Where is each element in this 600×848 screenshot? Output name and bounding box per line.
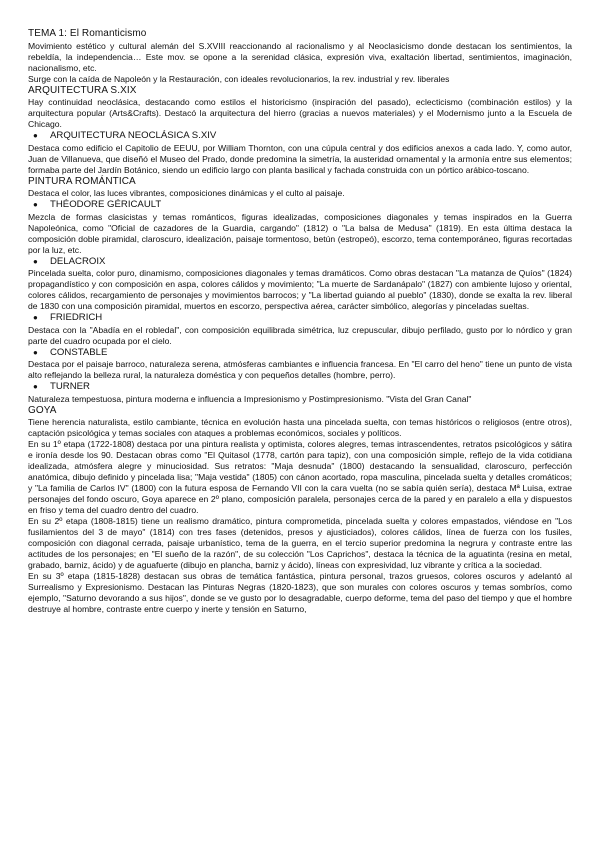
turner-paragraph: Naturaleza tempestuosa, pintura moderna e influencia a Impresionismo y Postimpresionismo. "Vista del Gran Canal" <box>28 393 472 404</box>
arquitectura-neoclasica-paragraph: Destaca como edificio el Capitolio de EEUU, por William Thornton, con una cúpula central y dos edificios anexos a cada lado. Y, como autor, Juan de Villanueva, que diseñó el Museo del Prado, donde predomina la simetría, la austeridad ornamental y la armonía entre sus elementos; formaba parte del Jardín Botánico, siendo un edificio largo con planta basilical y fachada construida con un pórtico arábico-toscano. <box>28 142 572 175</box>
bullet-icon: ● <box>33 200 38 209</box>
bullet-heading: THÉODORE GÉRICAULT <box>50 199 162 210</box>
delacroix-paragraph: Pincelada suelta, color puro, dinamismo, composiciones diagonales y temas dramáticos. Como obras destacan "La matanza de Quíos" (1824) propagandístico y con composición en aspa, colores cálidos y movimiento; "La muerte de Sardanápalo" (1827) con ambiente lujoso y oriental, colores cálidos, recargamiento de personajes y movimientos barrocos; y "La libertad guiando al pueblo" (1830), donde se exalta la rev. liberal de 1830 con una composición piramidal, muertos en escorzo, perspectiva aérea, carácter simbólico, alegorías y pinceladas sueltas. <box>28 268 572 311</box>
arquitectura-paragraph: Hay continuidad neoclásica, destacando como estilos el historicismo (inspiración del pasado), eclecticismo (combinación estilos) y la arquitectura popular (Arts&Crafts). Destacó la arquitectura del hierro (gracias a nuevos materiales) y el Modernismo junto a la Escuela de Chicago. <box>28 97 572 129</box>
document-title: TEMA 1: El Romanticismo <box>28 28 147 39</box>
bullet-heading: ARQUITECTURA NEOCLÁSICA S.XIV <box>50 130 217 141</box>
bullet-turner <box>28 381 572 394</box>
intro-paragraph: Movimiento estético y cultural alemán del S.XVIII reaccionando al racionalismo y al Neoclasicismo donde destacan los sentimientos, la rebeldía, la independencia… Este mov. se opone a la serenidad clásica, expresión viva, exaltación libertad, sentimientos, imaginación, nacionalismo, etc. <box>28 40 572 73</box>
bullet-delacroix <box>28 256 572 269</box>
section-heading-pintura: PINTURA ROMÁNTICA <box>28 175 136 187</box>
friedrich-paragraph: Destaca con la "Abadía en el robledal", con composición equilibrada simétrica, luz crepuscular, dibujo perfilado, gusto por lo nórdico y gran parte del cuadro ocupada por el cielo. <box>28 324 572 346</box>
bullet-icon: ● <box>33 313 38 322</box>
bullet-heading: TURNER <box>50 381 90 392</box>
bullet-heading: FRIEDRICH <box>50 312 103 323</box>
bullet-gericault <box>28 199 572 212</box>
bullet-icon: ● <box>33 382 38 391</box>
section-heading-goya: GOYA <box>28 404 57 416</box>
bullet-arquitectura-neoclasica <box>28 130 572 143</box>
goya-paragraph: En su 2º etapa (1808-1815) tiene un realismo dramático, pintura comprometida, pincelada suelta y colores empastados, viéndose en "Los fusilamientos del 3 de mayo" (1814) con tres fases (detenidos, presos y ajusticiados), colores cálidos, línea de fuerza con los fusiles, composición con diagonal cerrada, paisaje urbanístico, tema de la guerra, en el tercio superior predomina la negrura y contraste entre las actitudes de los personajes; en "El sueño de la razón", de su colección "Los Caprichos", destaca la técnica de la aguatinta (resina en metal, grabado, barniz, ácido) y de aguafuerte (dibujo en plancha, barniz y ácido), líneas con expresividad, luz vibrante y crítica a la sociedad. <box>28 516 572 570</box>
bullet-heading: DELACROIX <box>50 255 106 267</box>
constable-paragraph: Destaca por el paisaje barroco, naturaleza serena, atmósferas cambiantes e influencia francesa. En "El carro del heno" tiene un punto de vista alto reflejando la belleza rural, la naturaleza doméstica y con pequeños detalles (hombre, perro). <box>28 359 572 380</box>
section-heading-arquitectura: ARQUITECTURA S.XIX <box>28 84 137 96</box>
bullet-icon: ● <box>33 131 38 140</box>
gericault-paragraph: Mezcla de formas clasicistas y temas románticos, figuras idealizadas, composiciones diagonales y temas inspirados en la Guerra Napoleónica, como "Oficial de cazadores de la Guardia, cargando" (1812) o "La balsa de Medusa" (1819). En esta última destaca la composición doble piramidal, claroscuro, idealización, paisaje tormentoso, betún (estropeó), escorzo, tema contemporáneo, figuras recortadas por la luz, etc. <box>28 211 572 255</box>
bullet-heading: CONSTABLE <box>50 346 108 358</box>
bullet-icon: ● <box>33 256 38 266</box>
intro-paragraph: Surge con la caída de Napoleón y la Restauración, con ideales revolucionarios, la rev. industrial y rev. liberales <box>28 73 450 84</box>
bullet-constable <box>28 347 572 360</box>
goya-paragraph: Tiene herencia naturalista, estilo cambiante, técnica en evolución hasta una pincelada suelta, con temas históricos o religiosos (entre otros), captación psicológica y temas sociales con ataques a problemas económicos, sociales y políticos. <box>28 417 572 438</box>
goya-paragraph: En su 1º etapa (1722-1808) destaca por una pintura realista y optimista, colores alegres, temas intrascendentes, retratos psicológicos y sátira e ironía desde los 90. Destacan obras como "El Quitasol (1778, cartón para tapiz), con una composición simple, reflejo de la vida cotidiana idealizada, atmósfera alegre y minuciosidad. Sus retratos: "Maja desnuda" (1800) destacando la sensualidad, claroscuro, perfección anatómica, dibujo definido y pincelada lisa; "Maja vestida" (1805) con cánon acortado, ropa masculina, pincelada suelta y detalles cromáticos; y "La familia de Carlos IV" (1800) con la futura esposa de Fernando VII con la cara vuelta (no se sabía quién sería), destaca Mª Luisa, extrae personajes del fondo oscuro, Goya aparece en 2º plano, composición paralela, personajes cerca de la pared y en paralelo a ella y dispuestos en friso y tema del cuadro dentro del cuadro. <box>28 439 572 515</box>
pintura-paragraph: Destaca el color, las luces vibrantes, composiciones dinámicas y el culto al paisaje. <box>28 188 345 198</box>
goya-paragraph: En su 3º etapa (1815-1828) destacan sus obras de temática fantástica, pintura personal, trazos gruesos, colores oscuros y adelantó al Surrealismo y Expresionismo. Destacan las Pinturas Negras (1820-1823), que son murales con colores oscuros y temas sombríos, como ejemplo, "Saturno devorando a sus hijos", donde se ve gusto por lo desagradable, cuerpo deforme, tema del paso del tiempo y que el hombre destruye al hombre, contraste entre cuerpo y inerte y tensión en Saturno, <box>28 571 572 614</box>
bullet-friedrich <box>28 312 572 325</box>
bullet-icon: ● <box>33 347 38 357</box>
